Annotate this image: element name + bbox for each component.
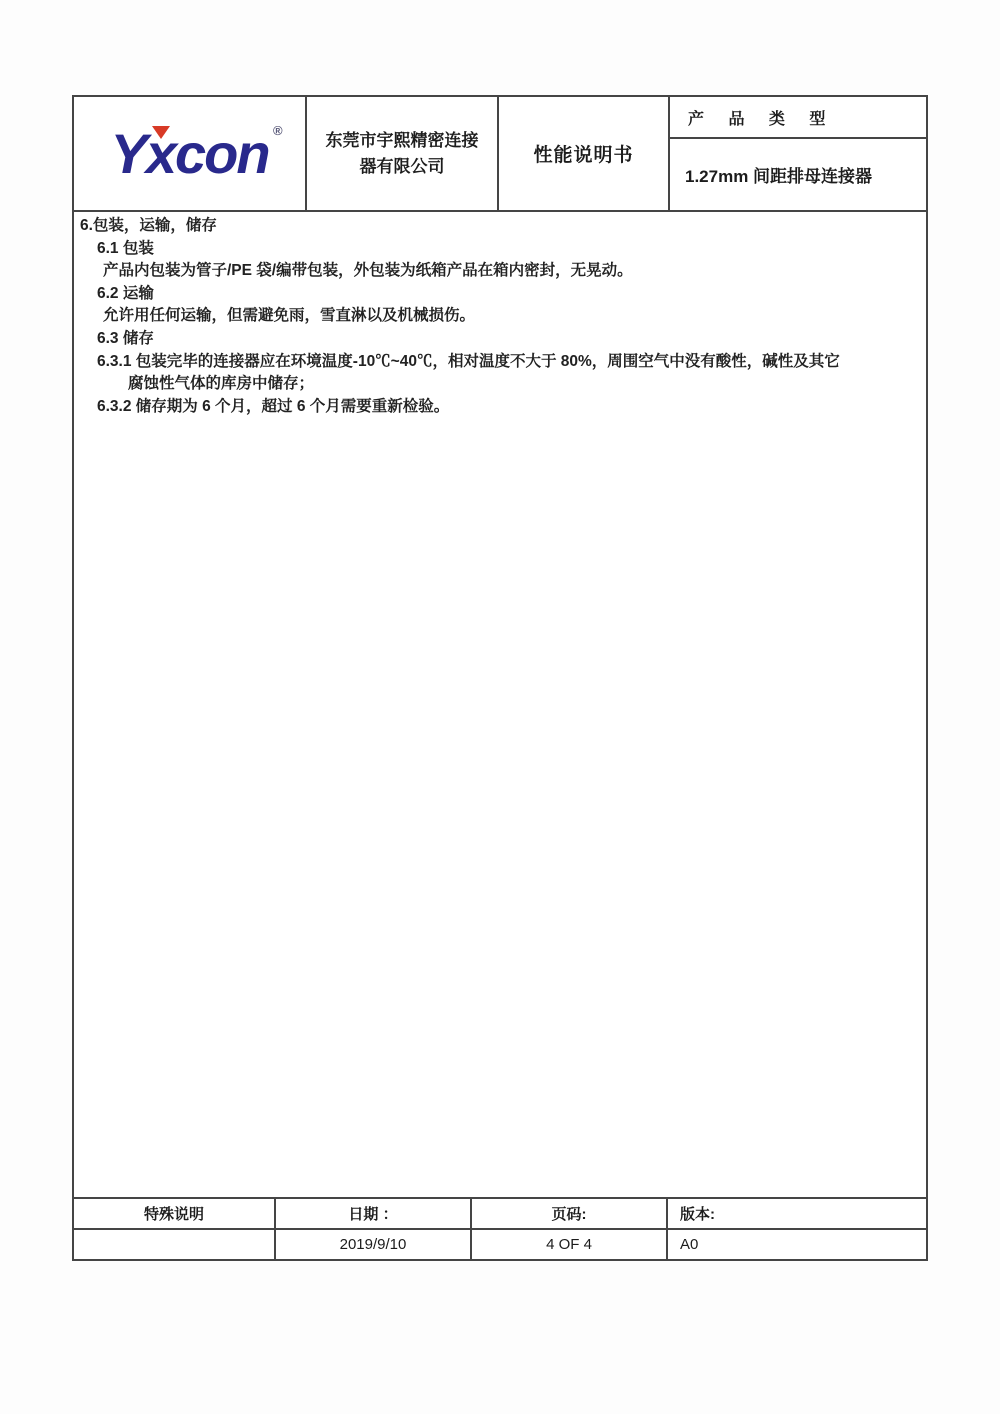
logo-text: Yxcon	[110, 121, 269, 185]
registered-trademark-icon: ®	[272, 122, 283, 138]
company-name-line2: 器有限公司	[359, 156, 445, 176]
product-type-cell	[670, 97, 926, 210]
footer-table	[74, 1197, 926, 1259]
doc-title-cell	[499, 97, 670, 210]
doc-title: 性能说明书	[533, 145, 634, 166]
section-6-2-heading: 6.2 运输	[97, 284, 154, 302]
logo-cell	[74, 97, 307, 210]
special-notes-value	[74, 1230, 276, 1259]
date-label: 日期 ：	[276, 1199, 472, 1228]
yxcon-logo	[100, 119, 283, 189]
section-6-3-2-text: 6.3.2 储存期为 6 个月，超过 6 个月需要重新检验。	[97, 397, 450, 415]
product-type-value: 1.27mm 间距排母连接器	[685, 167, 873, 186]
footer-value-row	[74, 1230, 926, 1259]
section-6-1-heading: 6.1 包装	[97, 239, 154, 257]
date-value: 2019/9/10	[276, 1230, 472, 1259]
company-name	[307, 97, 499, 210]
section-6-heading: 6.包装，运输，储存	[80, 217, 217, 234]
section-6-2-text: 允许用任何运输，但需避免雨，雪直淋以及机械损伤。	[103, 307, 476, 325]
footer-label-row	[74, 1199, 926, 1230]
product-type-label: 产 品 类 型	[670, 97, 926, 139]
version-value: A0	[680, 1236, 699, 1253]
version-label: 版本:	[680, 1206, 715, 1223]
logo-triangle-icon	[152, 126, 170, 139]
company-name-line1: 东莞市宇熙精密连接	[325, 130, 479, 150]
section-6-3-1-text: 6.3.1 包装完毕的连接器应在环境温度-10℃~40℃，相对温度不大于 80%，周围空气中没有酸性，碱性及其它	[97, 352, 840, 370]
header-table	[74, 97, 926, 212]
page-number-label: 页码:	[472, 1199, 668, 1228]
document-frame	[72, 95, 928, 1261]
section-6-1-text: 产品内包装为管子/PE 袋/编带包装，外包装为纸箱产品在箱内密封，无晃动。	[103, 262, 633, 280]
document-body	[74, 212, 926, 1197]
section-6-3-1-text-continued: 腐蚀性气体的库房中储存；	[128, 375, 315, 393]
special-notes-label: 特殊说明	[74, 1199, 276, 1228]
section-6-3-heading: 6.3 储存	[97, 329, 154, 347]
page-number-value: 4 OF 4	[472, 1230, 668, 1259]
